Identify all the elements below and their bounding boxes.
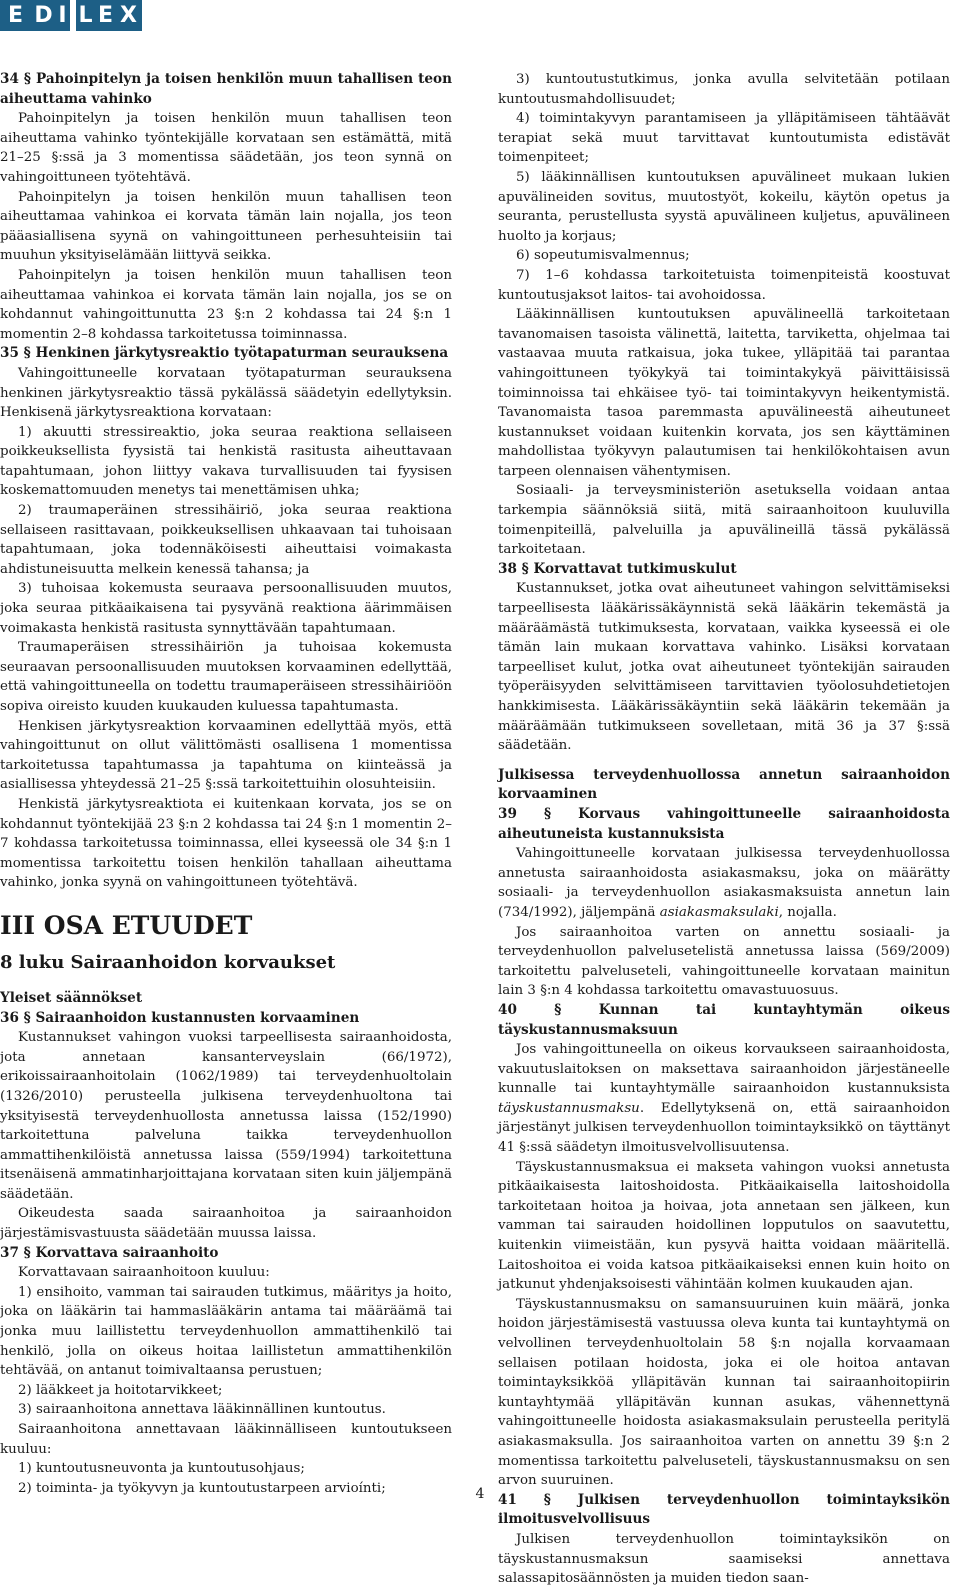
list-item: 7) 1–6 kohdassa tarkoitetuista toimenpiteistä koostuvat kuntoutusjaksot laitos- tai avohoidossa. bbox=[498, 267, 950, 303]
logo-letter: I bbox=[56, 0, 70, 31]
paragraph: Kustannukset vahingon vuoksi tarpeellisesta sairaanhoidosta, jota annetaan kansanterveyslain (66/1972), erikoissairaanhoitolain (1062/1989) tai terveydenhuoltolain (1326/2010) perusteella julkisena terveydenhuoltona tai yksityisestä terveydenhuollosta annetussa laissa (152/1990) tarkoitettuna palveluna taikka terveydenhuollon ammattihenkilöistä annetussa laissa (559/1994) tarkoitettuna itsenäisenä ammatinharjoittajana korvataan siten kuin jäljempänä säädetään. bbox=[0, 1030, 452, 1202]
paragraph: Täyskustannusmaksu on samansuuruinen kuin määrä, jonka hoidon järjestämisestä vastuussa oleva kunta tai kuntayhtymä on velvollinen terveydenhuoltolain 58 §:n nojalla korvaamaan sellaisen potilaan hoidosta, joka ei ole hoitoa antavan toimintayksikköä ylläpitävän kunnan tai sairaanhoitopiirin kuntayhtymää ylläpitävän kunnan asukas, vähennettynä vahingoittuneelle hoidosta asiakasmaksulain perusteella peritylä asiakasmaksulla. Jos sairaanhoitoa varten on annettu 39 §:n 2 momentissa tarkoitettu palveluseteli, täyskustannusmaksu on sen arvon suuruinen. bbox=[498, 1296, 950, 1489]
paragraph: Traumaperäisen stressihäiriön ja tuhoisaa kokemusta seuraavan persoonallisuuden muutoksen korvaaminen edellyttää, että vahingoittuneella on todettu traumaperäiseen stressihäiriöön sopiva oireisto kuuden kuukauden kuluessa tapahtumasta. bbox=[0, 640, 452, 714]
page-number: 4 bbox=[475, 1486, 485, 1502]
section-40-title: 40 § Kunnan tai kuntayhtymän oikeus täyskustannusmaksuun bbox=[498, 1001, 950, 1038]
paragraph bbox=[498, 1040, 950, 1158]
defined-term: täyskustannusmaksu bbox=[498, 1100, 640, 1116]
list-item: 6) sopeutumisvalmennus; bbox=[516, 248, 690, 264]
defined-term: asiakasmaksulaki bbox=[659, 904, 779, 920]
logo-letter: X bbox=[116, 0, 142, 31]
paragraph: Jos sairaanhoitoa varten on annettu sosiaali- ja terveydenhuollon palvelusetelistä annetussa laissa (569/2009) tarkoitettu palveluseteli, vahingoittuneelle korvataan mainitun lain 3 §:n 4 kohdassa tarkoitettu omavastuuosuus. bbox=[498, 924, 950, 999]
text-run: Vahingoittuneelle korvataan julkisessa terveydenhuollossa annetusta sairaanhoidosta asiakasmaksu, joka on määrätty sosiaali- ja terveydenhuollon asiakasmaksuista annetun lain (734/1992), jäljempänä bbox=[498, 846, 950, 920]
paragraph: Oikeudesta saada sairaanhoitoa ja sairaanhoidon järjestämisvastuusta säädetään muussa laissa. bbox=[0, 1206, 452, 1242]
list-item: 2) traumaperäinen stressihäiriö, joka seuraa reaktiona sellaiseen rasittavaan, poikkeuksellisen uhkaavaan tai tuhoisaan tapahtumaan, joka todennäköisesti aiheuttaisi voimakasta ahdistuneisuutta melkein kenessä tahansa; ja bbox=[0, 503, 452, 577]
logo-letter: D bbox=[32, 0, 56, 31]
logo-letter: E bbox=[96, 0, 116, 31]
list-item: 3) kuntoutustutkimus, jonka avulla selvitetään potilaan kuntoutusmahdollisuudet; bbox=[498, 72, 950, 107]
paragraph: Henkisen järkytysreaktion korvaaminen edellyttää myös, että vahingoittunut on ollut välittömästi osallisena 1 momentissa tarkoitetussa tapahtumassa ja tapahtuma on kiinteässä ja asiallisessa yhteydessä 21–25 §:ssä tarkoitettuihin olosuhteisiin. bbox=[0, 718, 452, 793]
text-run: . Edellytyksenä on, että sairaanhoidon järjestänyt julkisen terveydenhuollon toimintayksikkö on täyttänyt 41 §:ssä säädetyn ilmoitusvelvollisuutensa. bbox=[498, 1100, 950, 1156]
paragraph: Vahingoittuneelle korvataan työtapaturman seurauksena henkinen järkytysreaktio tässä pykälässä säädetyin edellytyksin. Henkisenä järkytysreaktiona korvataan: bbox=[0, 365, 452, 421]
paragraph: Pahoinpitelyn ja toisen henkilön muun tahallisen teon aiheuttama vahinko työntekijälle korvataan sen estämättä, mitä 21–25 §:ssä ja 3 momentissa säädetään, jos teon synnä on vahingoittuneen työtehtävä. bbox=[0, 111, 452, 185]
part-heading: III OSA ETUUDET bbox=[0, 910, 253, 940]
section-36-title: 36 § Sairaanhoidon kustannusten korvaaminen bbox=[0, 1009, 360, 1026]
paragraph: Täyskustannusmaksua ei makseta vahingon vuoksi annetusta pitkäaikaisesta laitoshoidosta. Pitkäaikaisella laitoshoidolla tarkoitetaan hoitoa ja hoivaa, jota annetaan sen jälkeen, kun vamman tai sairauden hoidollinen lopputulos on saavutettu, kuitenkin viimeistään, kun pysyvä haitta voidaan määritellä. Laitoshoitoa ei voida katsoa pitkäaikaiseksi ennen kuin hoito on jatkunut yhdenjaksoisesti vähintään kolmen kuukauden ajan. bbox=[498, 1159, 950, 1293]
paragraph: Sairaanhoitona annettavaan lääkinnälliseen kuntoutukseen kuuluu: bbox=[0, 1422, 452, 1457]
paragraph: Kustannukset, jotka ovat aiheutuneet vahingon selvittämiseksi tarpeellisesta lääkärissäkäynnistä sekä lääkärin tekemästä ja määräämästä tutkimuksesta, korvataan, vaikka kyseessä ei ole tämän lain mukaan korvattava vahinko. Lisäksi korvataan tarpeelliset kulut, jotka ovat aiheutuneet työntekijän sairauden työperäisyyden selvittämiseen tarvittavien työolosuhdetietojen hankkimisesta. Lääkärissäkäyntiin sekä lääkärin tekemään ja määräämään tutkimukseen sovelletaan, mitä 36 ja 37 §:ssä säädetään. bbox=[498, 581, 950, 754]
text-run: , nojalla. bbox=[778, 904, 837, 920]
paragraph: Lääkinnällisen kuntoutuksen apuvälineellä tarkoitetaan tavanomaisen tasoista välinettä, laitetta, tarviketta, ohjelmaa tai vastaavaa muuta ratkaisua, joka tukee, ylläpitää tai parantaa vahingoittuneen työkykyä tai toimintakykyä päivittäisissä toiminnoissa tai ehkäisee työ- tai toimintakyvyn heikentymistä. Tavanomaista tasoa paremmasta apuvälineestä aiheutuneet kustannukset voidaan kuitenkin korvata, jos sen käyttäminen mahdollistaa työkyvyn palautumisen tai henkilökohtaisen avun tarpeen olennaisen vähentymisen. bbox=[498, 307, 950, 479]
paragraph: Pahoinpitelyn ja toisen henkilön muun tahallisen teon aiheuttamaa vahinkoa ei korvata tämän lain nojalla, jos teon pääasiallisena syynä on vahingoittuneen perhesuhteisiin tai muuhun yksityiselämään liittyvä seikka. bbox=[0, 189, 452, 264]
paragraph: Korvattavaan sairaanhoitoon kuuluu: bbox=[18, 1265, 270, 1281]
list-item: 3) tuhoisaa kokemusta seuraava persoonallisuuden muutos, joka seuraa pitkäaikaisena tai pysyvänä reaktiona äärimmäisen voimakasta henkistä rasitusta synnyttävään tapahtumaan. bbox=[0, 581, 452, 636]
list-item: 4) toimintakyvyn parantamiseen ja ylläpitämiseen tähtäävät terapiat sekä muut tarvittavat kuntoutumista edistävät toimenpiteet; bbox=[498, 111, 950, 166]
section-38-title: 38 § Korvattavat tutkimuskulut bbox=[498, 560, 737, 577]
paragraph bbox=[498, 844, 950, 922]
paragraph: Sosiaali- ja terveysministeriön asetuksella voidaan antaa tarkempia säännöksiä siitä, mitä sairaanhoitoon kuuluvilla toimenpiteillä, palveluilla ja apuvälineillä tässä pykälässä tarkoitetaan. bbox=[498, 483, 950, 558]
logo-letter: L bbox=[76, 0, 96, 31]
section-35-title: 35 § Henkinen järkytysreaktio työtapaturman seurauksena bbox=[0, 345, 449, 362]
section-37-title: 37 § Korvattava sairaanhoito bbox=[0, 1244, 219, 1261]
edilex-logo bbox=[0, 0, 142, 31]
paragraph: Henkistä järkytysreaktiota ei kuitenkaan korvata, jos se on kohdannut työntekijää 23 §:n 2 kohdassa tai 24 §:n 1 momentin 2–7 kohdassa tarkoitetussa toiminnassa, ellei kyseessä ole 34 §:n 1 momentissa tarkoitettu toisen henkilön tahallaan aiheuttama vahinko, jonka syynä on vahingoittuneen työtehtävä. bbox=[0, 796, 452, 891]
section-39-title: 39 § Korvaus vahingoittuneelle sairaanhoidosta aiheutuneista kustannuksista bbox=[498, 805, 950, 842]
paragraph: Julkisen terveydenhuollon toimintayksikön on täyskustannusmaksun saamiseksi annettava salassapitosäännösten ja muiden tiedon saan- bbox=[498, 1531, 950, 1587]
section-41-title: 41 § Julkisen terveydenhuollon toimintayksikön ilmoitusvelvollisuus bbox=[498, 1491, 950, 1528]
right-column bbox=[498, 70, 950, 1587]
subheading: Julkisessa terveydenhuollossa annetun sairaanhoidon korvaaminen bbox=[498, 766, 950, 803]
list-item: 1) akuutti stressireaktio, joka seuraa reaktiona sellaiseen poikkeuksellista fyysistä tai henkistä rasitusta aiheuttavaan tapahtumaan, johon liittyy vakava turvallisuuden tai fyysisen koskemattomuuden menetys tai menettämisen uhka; bbox=[0, 424, 452, 499]
list-item: 5) lääkinnällisen kuntoutuksen apuvälineet mukaan lukien apuvälineiden sovitus, muutostyöt, kokeilu, käytön opetus ja seuranta, perustellusta syystä apuvälineen kuljetus, apuvälineen huolto ja korjaus; bbox=[498, 169, 950, 244]
list-item: 1) ensihoito, vamman tai sairauden tutkimus, määritys ja hoito, joka on lääkärin tai hammaslääkärin antama tai määräämä tai jonka muu laillistettu terveydenhuollon ammattihenkilö tai henkilö, jolla on oikeus hoitaa laillistetun ammattihenkilön tehtävää, on antanut toimivaltaansa perustuen; bbox=[0, 1284, 452, 1379]
chapter-heading: 8 luku Sairaanhoidon korvaukset bbox=[0, 951, 336, 973]
list-item: 1) kuntoutusneuvonta ja kuntoutusohjaus; bbox=[18, 1461, 305, 1477]
left-column bbox=[0, 70, 452, 1496]
list-item: 2) toiminta- ja työkyvyn ja kuntoutustarpeen arvioínti; bbox=[18, 1480, 386, 1496]
paragraph: Pahoinpitelyn ja toisen henkilön muun tahallisen teon aiheuttamaa vahinkoa ei korvata tämän lain nojalla, jos se on kohdannut vahingoittunutta 23 §:n 2 kohdassa tai 24 §:n 1 momentin 2–8 kohdassa tarkoitetussa toiminnassa. bbox=[0, 267, 452, 342]
subheading: Yleiset säännökset bbox=[0, 989, 143, 1006]
list-item: 3) sairaanhoitona annettava lääkinnällinen kuntoutus. bbox=[18, 1402, 386, 1418]
logo-letter: E bbox=[0, 0, 32, 31]
section-34-title: 34 § Pahoinpitelyn ja toisen henkilön muun tahallisen teon aiheuttama vahinko bbox=[0, 71, 452, 107]
text-run: Jos vahingoittuneella on oikeus korvaukseen sairaanhoidosta, vakuutuslaitoksen on maksettava sairaanhoidon järjestäneelle kunnalle tai kuntayhtymälle sairaanhoidon kustannuksista bbox=[498, 1042, 950, 1097]
list-item: 2) lääkkeet ja hoitotarvikkeet; bbox=[18, 1382, 223, 1398]
